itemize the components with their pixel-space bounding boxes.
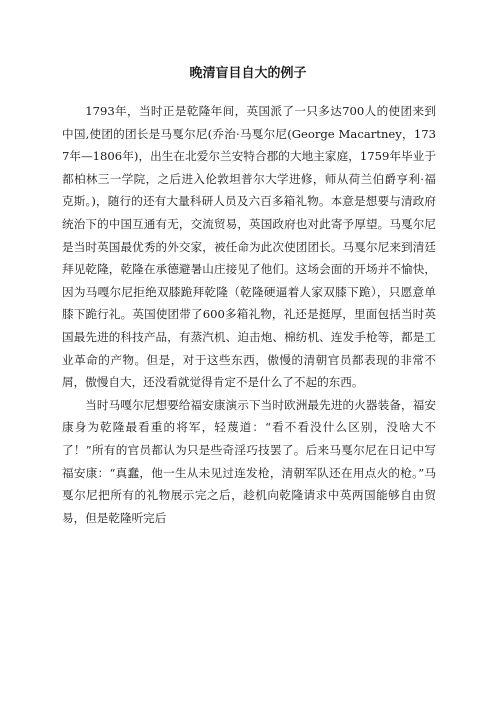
document-title: 晚清盲目自大的例子	[189, 66, 307, 81]
paragraph-1: 1793年，当时正是乾隆年间，英国派了一只多达700人的使团来到中国,使团的团长是马戛尔尼(乔治·马戛尔尼(George Macartney，1737年—1806年)，出生在北爱尔兰安特合郡的大地主家庭，1759年毕业于都柏林三一学院，之后进入伦敦坦普尔大学进修，师从荷兰伯爵亨利·福克斯。)，随行的还有大量科研人员及六百多箱礼物。本意是想要与清政府统治下的中国互通有无，交流贸易，英国政府也对此寄予厚望。马戛尔尼是当时英国最优秀的外交家，被任命为此次使团团长。马戛尔尼来到清廷拜见乾隆，乾隆在承德避暑山庄接见了他们。这场会面的开场并不愉快，因为马嘎尔尼拒绝双膝跪拜乾隆（乾隆硬逼着人家双膝下跪），只愿意单膝下跪行礼。英国使团带了600多箱礼物，礼还是挺厚，里面包括当时英国最先进的科技产品，有蒸汽机、迫击炮、棉纺机、连发手枪等，都是工业革命的产物。但是，对于这些东西，傲慢的清朝官员都表现的非常不屑，傲慢自大，还没看就觉得肯定不是什么了不起的东西。	[62, 104, 436, 390]
paragraph-2: 当时马嘎尔尼想要给福安康演示下当时欧洲最先进的火器装备，福安康身为乾隆最看重的将军，轻蔑道：“看不看没什么区别，没啥大不了！”所有的官员都认为只是些奇淫巧技罢了。后来马戛尔尼在日记中写福安康：“真蠢，他一生从未见过连发枪，清朝军队还在用点火的枪。”马戛尔尼把所有的礼物展示完之后，趁机向乾隆请求中英两国能够自由贸易，但是乾隆听完后	[62, 397, 436, 525]
document-body	[62, 100, 436, 529]
